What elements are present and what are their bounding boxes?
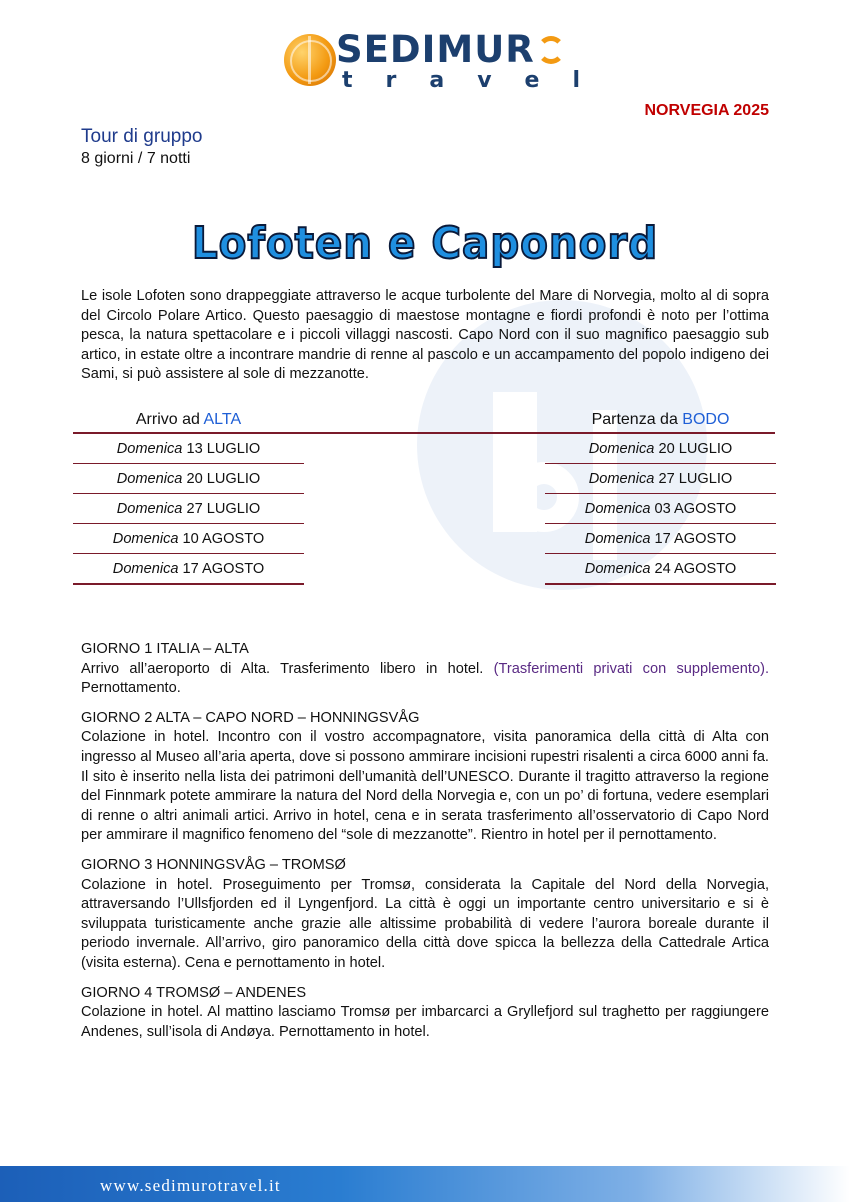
day-text-part: Colazione in hotel. Al mattino lasciamo Tromsø per imbarcarci a Gryllefjord sul traghetto per raggiungere Andenes, sull’isola di Andøya. Pernottamento in hotel. xyxy=(81,1004,769,1040)
date-row xyxy=(73,554,304,585)
departures-heading: Partenza da BODO xyxy=(591,411,730,428)
day-title: GIORNO 3 HONNINGSVÅG – TROMSØ xyxy=(81,856,346,873)
day-description xyxy=(81,876,769,974)
departure-dates-list xyxy=(545,434,776,585)
date-value: 20 LUGLIO xyxy=(658,441,733,457)
date-row xyxy=(545,554,776,585)
date-weekday: Domenica xyxy=(588,471,655,487)
date-value: 10 AGOSTO xyxy=(182,531,265,547)
date-value: 13 LUGLIO xyxy=(186,441,261,457)
day-section xyxy=(81,640,769,699)
date-row xyxy=(73,434,304,464)
day-title: GIORNO 1 ITALIA – ALTA xyxy=(81,641,249,657)
tour-type: Tour di gruppo xyxy=(81,126,203,147)
date-weekday: Domenica xyxy=(584,561,651,577)
day-note: (Trasferimenti privati con supplemento). xyxy=(493,660,769,677)
tour-duration: 8 giorni / 7 notti xyxy=(81,150,191,167)
footer-website-link[interactable]: www.sedimurotravel.it xyxy=(100,1176,281,1195)
day-description xyxy=(81,728,769,846)
date-weekday: Domenica xyxy=(588,441,655,457)
date-weekday: Domenica xyxy=(116,441,183,457)
day-text-part: Pernottamento. xyxy=(81,680,181,697)
day-text-part: Colazione in hotel. Proseguimento per Tromsø, considerata la Capitale del Nord della Norvegia, attraversando l’Ullsfjorden ed il Lyngenfjord. La città è oggi un importante centro universitario e si è sviluppata turisticamente anche grazie alle altissime probabilità di vedere l’aurora boreale durante il periodo invernale. All’arrivo, giro panoramico della città dove spicca la bellezza della Cattedrale Artica (visita esterna). Cena e pernottamento in hotel. xyxy=(81,876,769,971)
date-value: 17 AGOSTO xyxy=(654,531,737,547)
date-row xyxy=(73,494,304,524)
country-year: NORVEGIA 2025 xyxy=(644,102,769,119)
arrival-dates-list xyxy=(73,434,304,585)
date-value: 27 LUGLIO xyxy=(658,471,733,487)
date-weekday: Domenica xyxy=(584,531,651,547)
globe-icon xyxy=(284,34,336,86)
page-title: Lofoten e Caponord xyxy=(191,218,659,269)
date-row xyxy=(545,464,776,494)
itinerary xyxy=(81,640,769,1052)
logo-o-mark xyxy=(537,36,565,64)
date-value: 17 AGOSTO xyxy=(182,561,265,577)
company-logo: SEDIMUR travel xyxy=(284,30,584,90)
intro-paragraph: Le isole Lofoten sono drappeggiate attraverso le acque turbolente del Mare di Norvegia, molto al di sopra del Circolo Polare Artico. Questo paesaggio di maestose montagne e fiordi profondi è noto per l’ottima pesca, la natura spettacolare e i piccoli villaggi nascosti. Capo Nord con il suo magnifico paesaggio sub artico, in estate oltre a incontrare mandrie di renne al pascolo e un accampamento del popolo indigeno dei Sami, si può assistere al sole di mezzanotte. xyxy=(81,288,769,383)
day-text-part: Arrivo all’aeroporto di Alta. Trasferimento libero in hotel. xyxy=(81,660,494,677)
day-title: GIORNO 2 ALTA – CAPO NORD – HONNINGSVÅG xyxy=(81,709,420,726)
day-description xyxy=(81,1003,769,1042)
date-weekday: Domenica xyxy=(112,561,179,577)
arrivals-heading: Arrivo ad ALTA xyxy=(135,411,242,428)
date-row xyxy=(545,524,776,554)
date-weekday: Domenica xyxy=(584,501,651,517)
date-row xyxy=(545,434,776,464)
date-row xyxy=(73,524,304,554)
day-section xyxy=(81,709,769,846)
date-value: 27 LUGLIO xyxy=(186,501,261,517)
date-weekday: Domenica xyxy=(116,471,183,487)
date-row xyxy=(73,464,304,494)
date-value: 24 AGOSTO xyxy=(654,561,737,577)
day-section xyxy=(81,984,769,1043)
day-text-part: Colazione in hotel. Incontro con il vostro accompagnatore, visita panoramica della città di Alta con ingresso al Museo all’aria aperta, dove si possono ammirare incisioni rupestri risalenti a circa 6000 anni fa. Il sito è inserito nella lista dei patrimoni dell’umanità dell’UNESCO. Durante il tragitto attraverso la regione del Finnmark potete ammirare la natura del Nord della Norvegia e, con un po’ di fortuna, vedere esemplari di renne o altri animali artici. Arrivo in hotel, cena e in serata trasferimento all’osservatorio di Capo Nord per ammirare il magnifico fenomeno del “sole di mezzanotte”. Rientro in hotel per il pernottamento. xyxy=(81,729,769,844)
date-weekday: Domenica xyxy=(112,531,179,547)
date-value: 20 LUGLIO xyxy=(186,471,261,487)
day-description xyxy=(81,660,769,699)
day-section xyxy=(81,856,769,974)
day-title: GIORNO 4 TROMSØ – ANDENES xyxy=(81,984,307,1001)
date-value: 03 AGOSTO xyxy=(654,501,737,517)
date-weekday: Domenica xyxy=(116,501,183,517)
date-row xyxy=(545,494,776,524)
